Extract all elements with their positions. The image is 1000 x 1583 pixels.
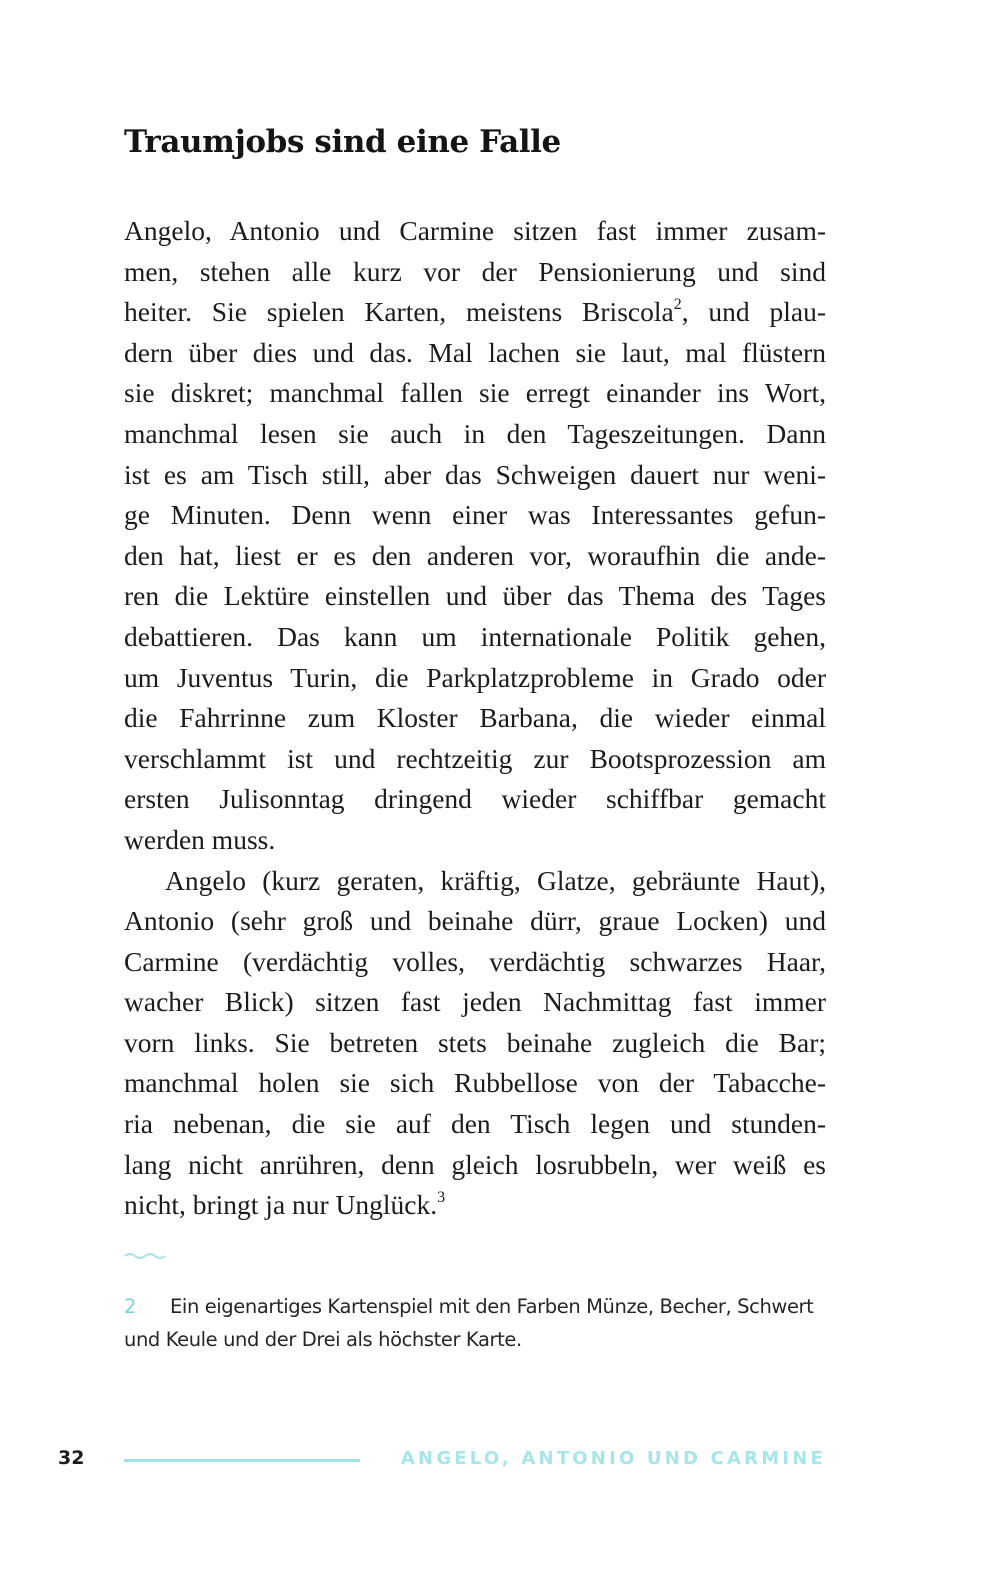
page-footer [0,1445,1000,1477]
page-number: 32 [58,1447,85,1469]
footer-rule [124,1459,360,1462]
footnote-ref-3: 3 [437,1189,446,1207]
text-line: Angelo, Antonio und Carmine sitzen fast immer zusam- [124,215,826,246]
footnote-ref-2: 2 [673,296,682,314]
text-line [124,1185,826,1226]
footnotes [124,1290,826,1356]
footnote-number: 2 [124,1295,137,1318]
text-line: debattieren. Das kann um internationale Politik gehen, [124,620,826,652]
text-line: die Fahrrinne zum Kloster Barbana, die wieder einmal [124,702,826,734]
text-line: ria nebenan, die sie auf den Tisch legen und stunden- [124,1108,826,1140]
text-line: werden muss. [124,823,276,855]
text-line: verschlammt ist und rechtzeitig zur Bootsprozession am [124,742,826,774]
text-line: manchmal lesen sie auch in den Tageszeitungen. Dann [124,417,826,449]
main-text [124,211,826,1226]
text-line: men, stehen alle kurz vor der Pensionierung und sind [124,255,826,287]
text-line: lang nicht anrühren, denn gleich losrubbeln, wer weiß es [124,1148,826,1180]
footnote-line [124,1290,826,1323]
text-line: um Juventus Turin, die Parkplatzprobleme in Grado oder [124,661,826,693]
text-segment: heiter. Sie spielen Karten, meistens Briscola [124,296,674,328]
text-line: den hat, liest er es den anderen vor, woraufhin die ande- [124,539,826,571]
text-line: ersten Julisonntag dringend wieder schiffbar gemacht [124,783,826,815]
text-line: ren die Lektüre einstellen und über das Thema des Tages [124,580,826,612]
text-line: dern über dies und das. Mal lachen sie laut, mal flüstern [124,336,826,368]
text-line: sie diskret; manchmal fallen sie erregt einander ins Wort, [124,377,826,409]
text-line: wacher Blick) sitzen fast jeden Nachmittag fast immer [124,986,826,1018]
text-segment: , und plau- [681,296,826,328]
text-line [124,292,826,333]
text-segment: nicht, bringt ja nur Unglück. [124,1189,438,1221]
text-line: Angelo (kurz geraten, kräftig, Glatze, gebräunte Haut), [165,864,826,896]
text-line: ist es am Tisch still, aber das Schweigen dauert nur weni- [124,458,826,490]
chapter-heading: Traumjobs sind eine Falle [124,124,561,160]
footnote-line: und Keule und der Drei als höchster Karte. [124,1328,522,1351]
text-line: Carmine (verdächtig volles, verdächtig schwarzes Haar, [124,945,826,977]
footnote-separator-wave [124,1250,168,1260]
text-line: manchmal holen sie sich Rubbellose von der Tabacche- [124,1067,826,1099]
running-head: ANGELO, ANTONIO UND CARMINE [400,1448,826,1469]
text-line: ge Minuten. Denn wenn einer was Interessantes gefun- [124,499,826,531]
footnote-text: Ein eigenartiges Kartenspiel mit den Farben Münze, Becher, Schwert [170,1295,814,1318]
text-line: Antonio (sehr groß und beinahe dürr, graue Locken) und [124,905,826,937]
text-line: vorn links. Sie betreten stets beinahe zugleich die Bar; [124,1026,826,1058]
